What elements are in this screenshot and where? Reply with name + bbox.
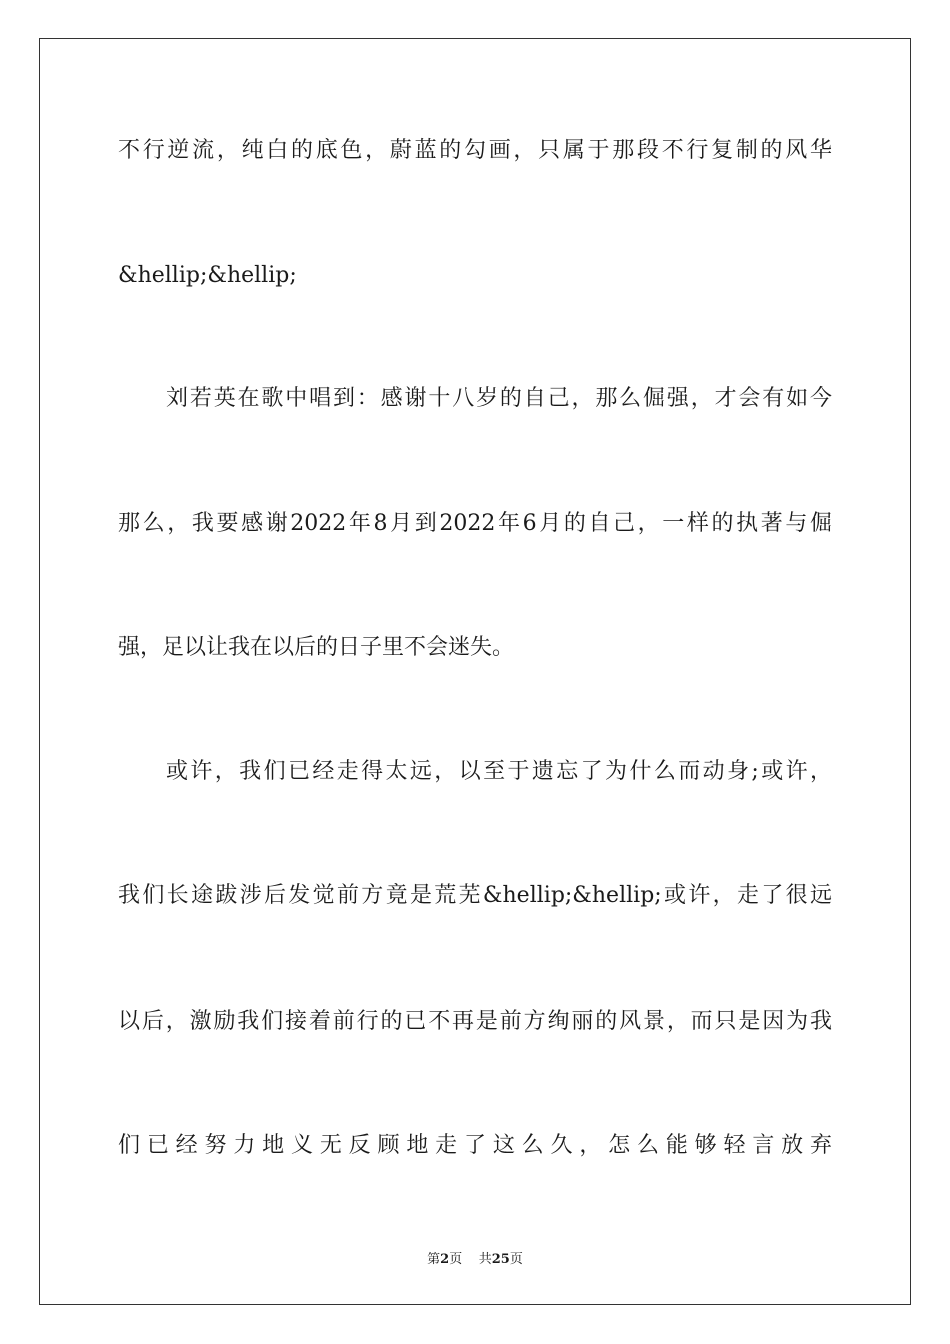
page-border	[39, 38, 911, 1305]
text-line-2: &hellip;&hellip;	[118, 263, 297, 288]
total-suffix: 页	[509, 1252, 523, 1267]
text-line-8: 以后，激励我们接着前行的已不再是前方绚丽的风景，而只是因为我	[118, 1009, 832, 1034]
text-line-9: 们已经努力地义无反顾地走了这么久，怎么能够轻言放弃	[118, 1133, 832, 1158]
text-line-5: 强，足以让我在以后的日子里不会迷失。	[118, 635, 515, 660]
page-total: 25	[491, 1252, 510, 1267]
text-line-1: 不行逆流，纯白的底色，蔚蓝的勾画，只属于那段不行复制的风华	[118, 138, 832, 163]
text-line-4: 那么，我要感谢2022年8月到2022年6月的自己，一样的执著与倔	[118, 511, 832, 536]
text-line-7: 我们长途跋涉后发觉前方竟是荒芜&hellip;&hellip;或许，走了很远	[118, 883, 832, 908]
page-footer	[0, 1248, 950, 1267]
page-prefix: 第	[427, 1252, 441, 1267]
text-line-6: 或许，我们已经走得太远，以至于遗忘了为什么而动身;或许，	[166, 759, 832, 784]
page-current: 2	[440, 1252, 450, 1267]
total-prefix: 共	[478, 1252, 492, 1267]
page-suffix: 页	[449, 1252, 463, 1267]
text-line-3: 刘若英在歌中唱到：感谢十八岁的自己，那么倔强，才会有如今	[166, 386, 832, 411]
